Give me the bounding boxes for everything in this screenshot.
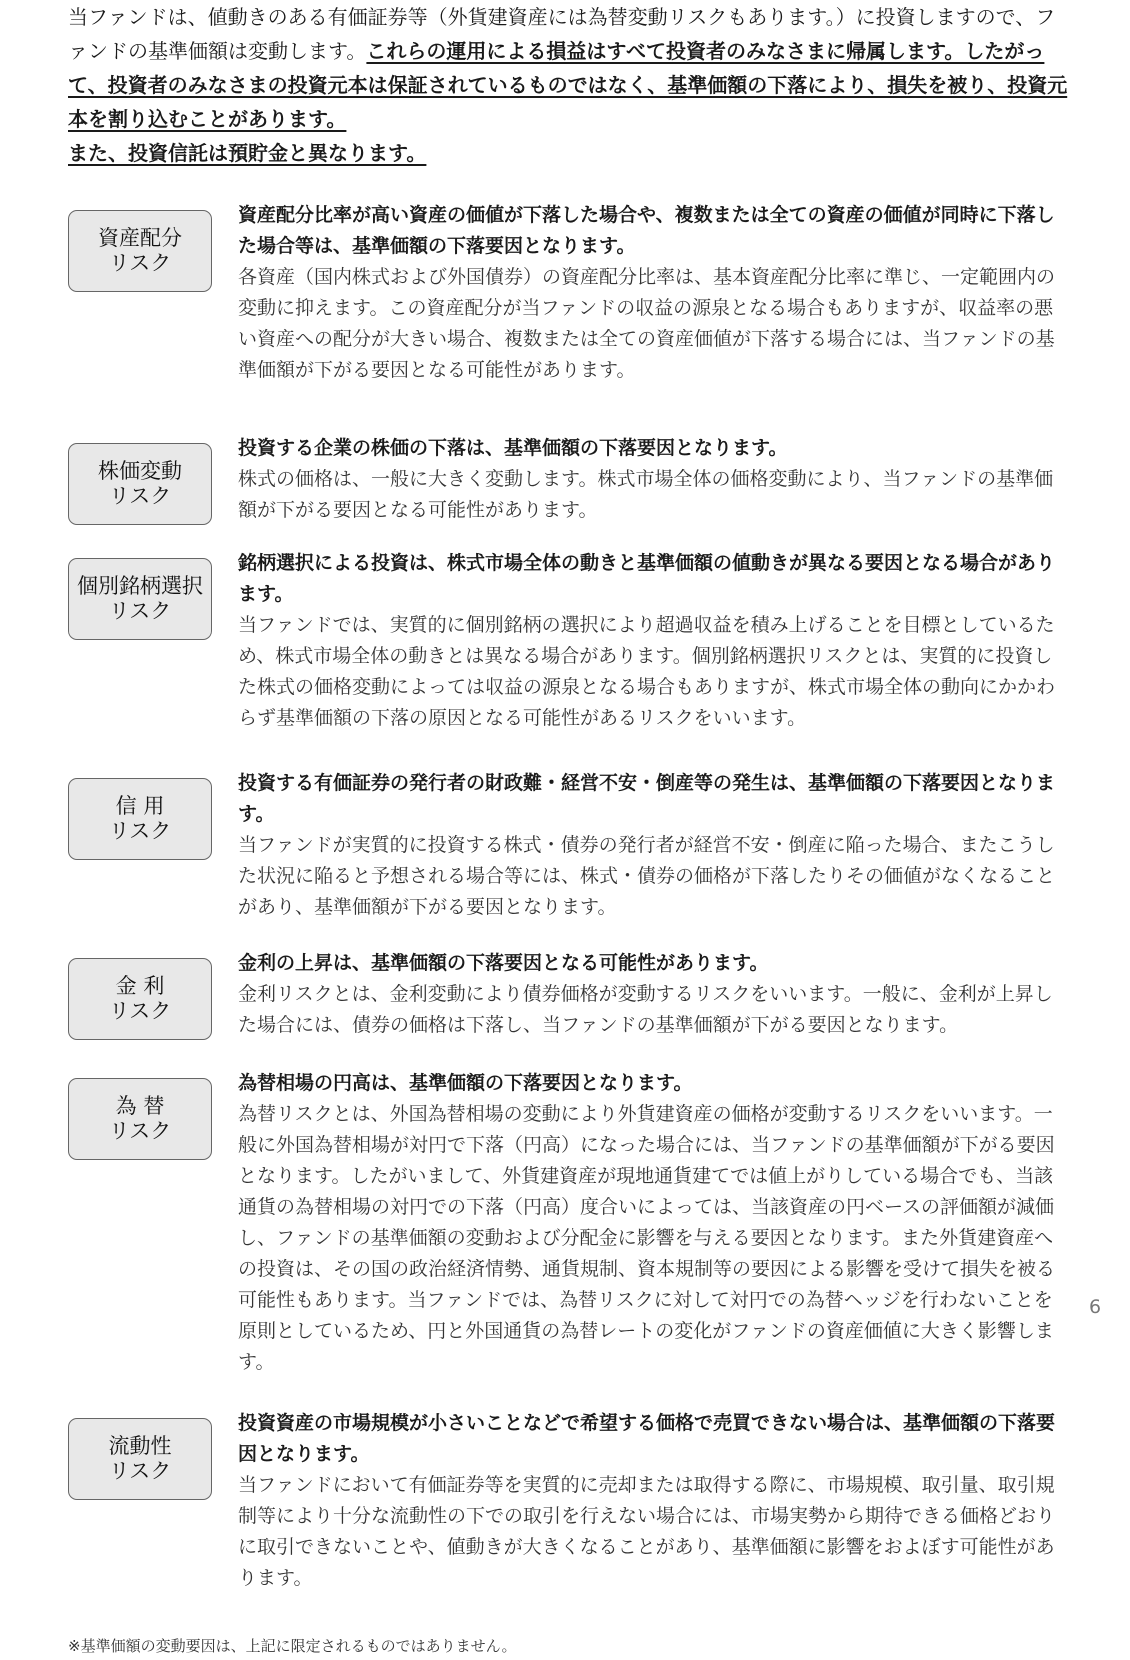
risk-headline: 銘柄選択による投資は、株式市場全体の動きと基準価額の値動きが異なる要因となる場合があります。 bbox=[238, 552, 1056, 605]
risk-description: 当ファンドにおいて有価証券等を実質的に売却または取得する際に、市場規模、取引量、取引規制等により十分な流動性の下での取引を行えない場合には、市場実勢から期待できる価格どおりに取引できないことや、値動きが大きくなることがあり、基準価額に影響をおよぼす可能性があります。 bbox=[238, 1474, 1056, 1589]
risk-body bbox=[238, 768, 1068, 923]
risk-description: 為替リスクとは、外国為替相場の変動により外貨建資産の価格が変動するリスクをいいます。一般に外国為替相場が対円で下落（円高）になった場合には、当ファンドの基準価額が下がる要因となります。したがいまして、外貨建資産が現地通貨建てでは値上がりしている場合でも、当該通貨の為替相場の対円での下落（円高）度合いによっては、当該資産の円ベースの評価額が減価し、ファンドの基準価額の変動および分配金に影響を与える要因となります。また外貨建資産への投資は、その国の政治経済情勢、通貨規制、資本規制等の要因による影響を受けて損失を被る可能性もあります。当ファンドでは、為替リスクに対して対円での為替ヘッジを行わないことを原則としているため、円と外国通貨の為替レートの変化がファンドの資産価値に大きく影響します。 bbox=[238, 1103, 1056, 1373]
risk-label-line2: リスク bbox=[108, 251, 172, 275]
risk-label-badge bbox=[68, 1418, 212, 1500]
risk-label-badge bbox=[68, 958, 212, 1040]
risk-label-badge bbox=[68, 558, 212, 640]
risk-body bbox=[238, 548, 1068, 734]
risk-description: 当ファンドが実質的に投資する株式・債券の発行者が経営不安・倒産に陥った場合、またこうした状況に陥ると予想される場合等には、株式・債券の価格が下落したりその価値がなくなることがあり、基準価額が下がる要因となります。 bbox=[238, 834, 1056, 918]
risk-label-line1: 個別銘柄選択 bbox=[77, 574, 203, 598]
risk-headline: 為替相場の円高は、基準価額の下落要因となります。 bbox=[238, 1072, 693, 1094]
risk-body bbox=[238, 1408, 1068, 1594]
risk-label-line2: リスク bbox=[108, 1459, 172, 1483]
risk-headline: 金利の上昇は、基準価額の下落要因となる可能性があります。 bbox=[238, 952, 769, 974]
risk-description: 当ファンドでは、実質的に個別銘柄の選択により超過収益を積み上げることを目標としているため、株式市場全体の動きとは異なる場合があります。個別銘柄選択リスクとは、実質的に投資した株式の価格変動によっては収益の源泉となる場合もありますが、株式市場全体の動向にかかわらず基準価額の下落の原因となる可能性があるリスクをいいます。 bbox=[238, 614, 1056, 729]
risk-label-line1: 株価変動 bbox=[98, 459, 182, 483]
risk-label-badge bbox=[68, 778, 212, 860]
intro-underlined-text: これらの運用による損益はすべて投資者のみなさまに帰属します。したがって、投資者のみなさまの投資元本は保証されているものではなく、基準価額の下落により、損失を被り、投資元本を割り込むことがあります。 bbox=[68, 39, 1068, 131]
intro-underlined-text-2: また、投資信託は預貯金と異なります。 bbox=[68, 141, 427, 165]
risk-headline: 投資資産の市場規模が小さいことなどで希望する価格で売買できない場合は、基準価額の下落要因となります。 bbox=[238, 1412, 1056, 1465]
risk-description: 株式の価格は、一般に大きく変動します。株式市場全体の価格変動により、当ファンドの基準価額が下がる要因となる可能性があります。 bbox=[238, 468, 1054, 521]
risk-label-line2: リスク bbox=[108, 484, 172, 508]
risk-headline: 投資する企業の株価の下落は、基準価額の下落要因となります。 bbox=[238, 437, 788, 459]
risk-body bbox=[238, 200, 1068, 386]
risk-headline: 投資する有価証券の発行者の財政難・経営不安・倒産等の発生は、基準価額の下落要因となります。 bbox=[238, 772, 1056, 825]
risk-label-line1: 為 替 bbox=[115, 1094, 165, 1118]
risk-label-line1: 流動性 bbox=[108, 1434, 172, 1458]
risk-label-line2: リスク bbox=[108, 819, 172, 843]
risk-body bbox=[238, 1068, 1068, 1378]
risk-headline: 資産配分比率が高い資産の価値が下落した場合や、複数または全ての資産の価値が同時に下落した場合等は、基準価額の下落要因となります。 bbox=[238, 204, 1055, 257]
intro-plain-text: 当ファンドは、値動きのある有価証券等（外貨建資産には為替変動リスクもあります。）に投資しますので、ファンドの基準価額は変動します。 bbox=[68, 5, 1056, 63]
risk-description: 各資産（国内株式および外国債券）の資産配分比率は、基本資産配分比率に準じ、一定範囲内の変動に抑えます。この資産配分が当ファンドの収益の源泉となる場合もありますが、収益率の悪い資産への配分が大きい場合、複数または全ての資産価値が下落する場合には、当ファンドの基準価額が下がる要因となる可能性があります。 bbox=[238, 266, 1056, 381]
risk-label-line1: 金 利 bbox=[115, 974, 165, 998]
risk-label-line2: リスク bbox=[108, 599, 172, 623]
risk-description: 金利リスクとは、金利変動により債券価格が変動するリスクをいいます。一般に、金利が上昇した場合には、債券の価格は下落し、当ファンドの基準価額が下がる要因となります。 bbox=[238, 983, 1053, 1036]
risk-label-line2: リスク bbox=[108, 1119, 172, 1143]
risk-body bbox=[238, 433, 1068, 526]
risk-label-line1: 信 用 bbox=[115, 794, 165, 818]
risk-label-line1: 資産配分 bbox=[98, 226, 182, 250]
risk-label-badge bbox=[68, 443, 212, 525]
intro-section bbox=[68, 0, 1068, 170]
risk-label-badge bbox=[68, 1078, 212, 1160]
risk-label-line2: リスク bbox=[108, 999, 172, 1023]
page-number: 6 bbox=[1089, 1296, 1102, 1318]
footnote: ※基準価額の変動要因は、上記に限定されるものではありません。 bbox=[68, 1637, 517, 1655]
risk-body bbox=[238, 948, 1068, 1041]
risk-label-badge bbox=[68, 210, 212, 292]
